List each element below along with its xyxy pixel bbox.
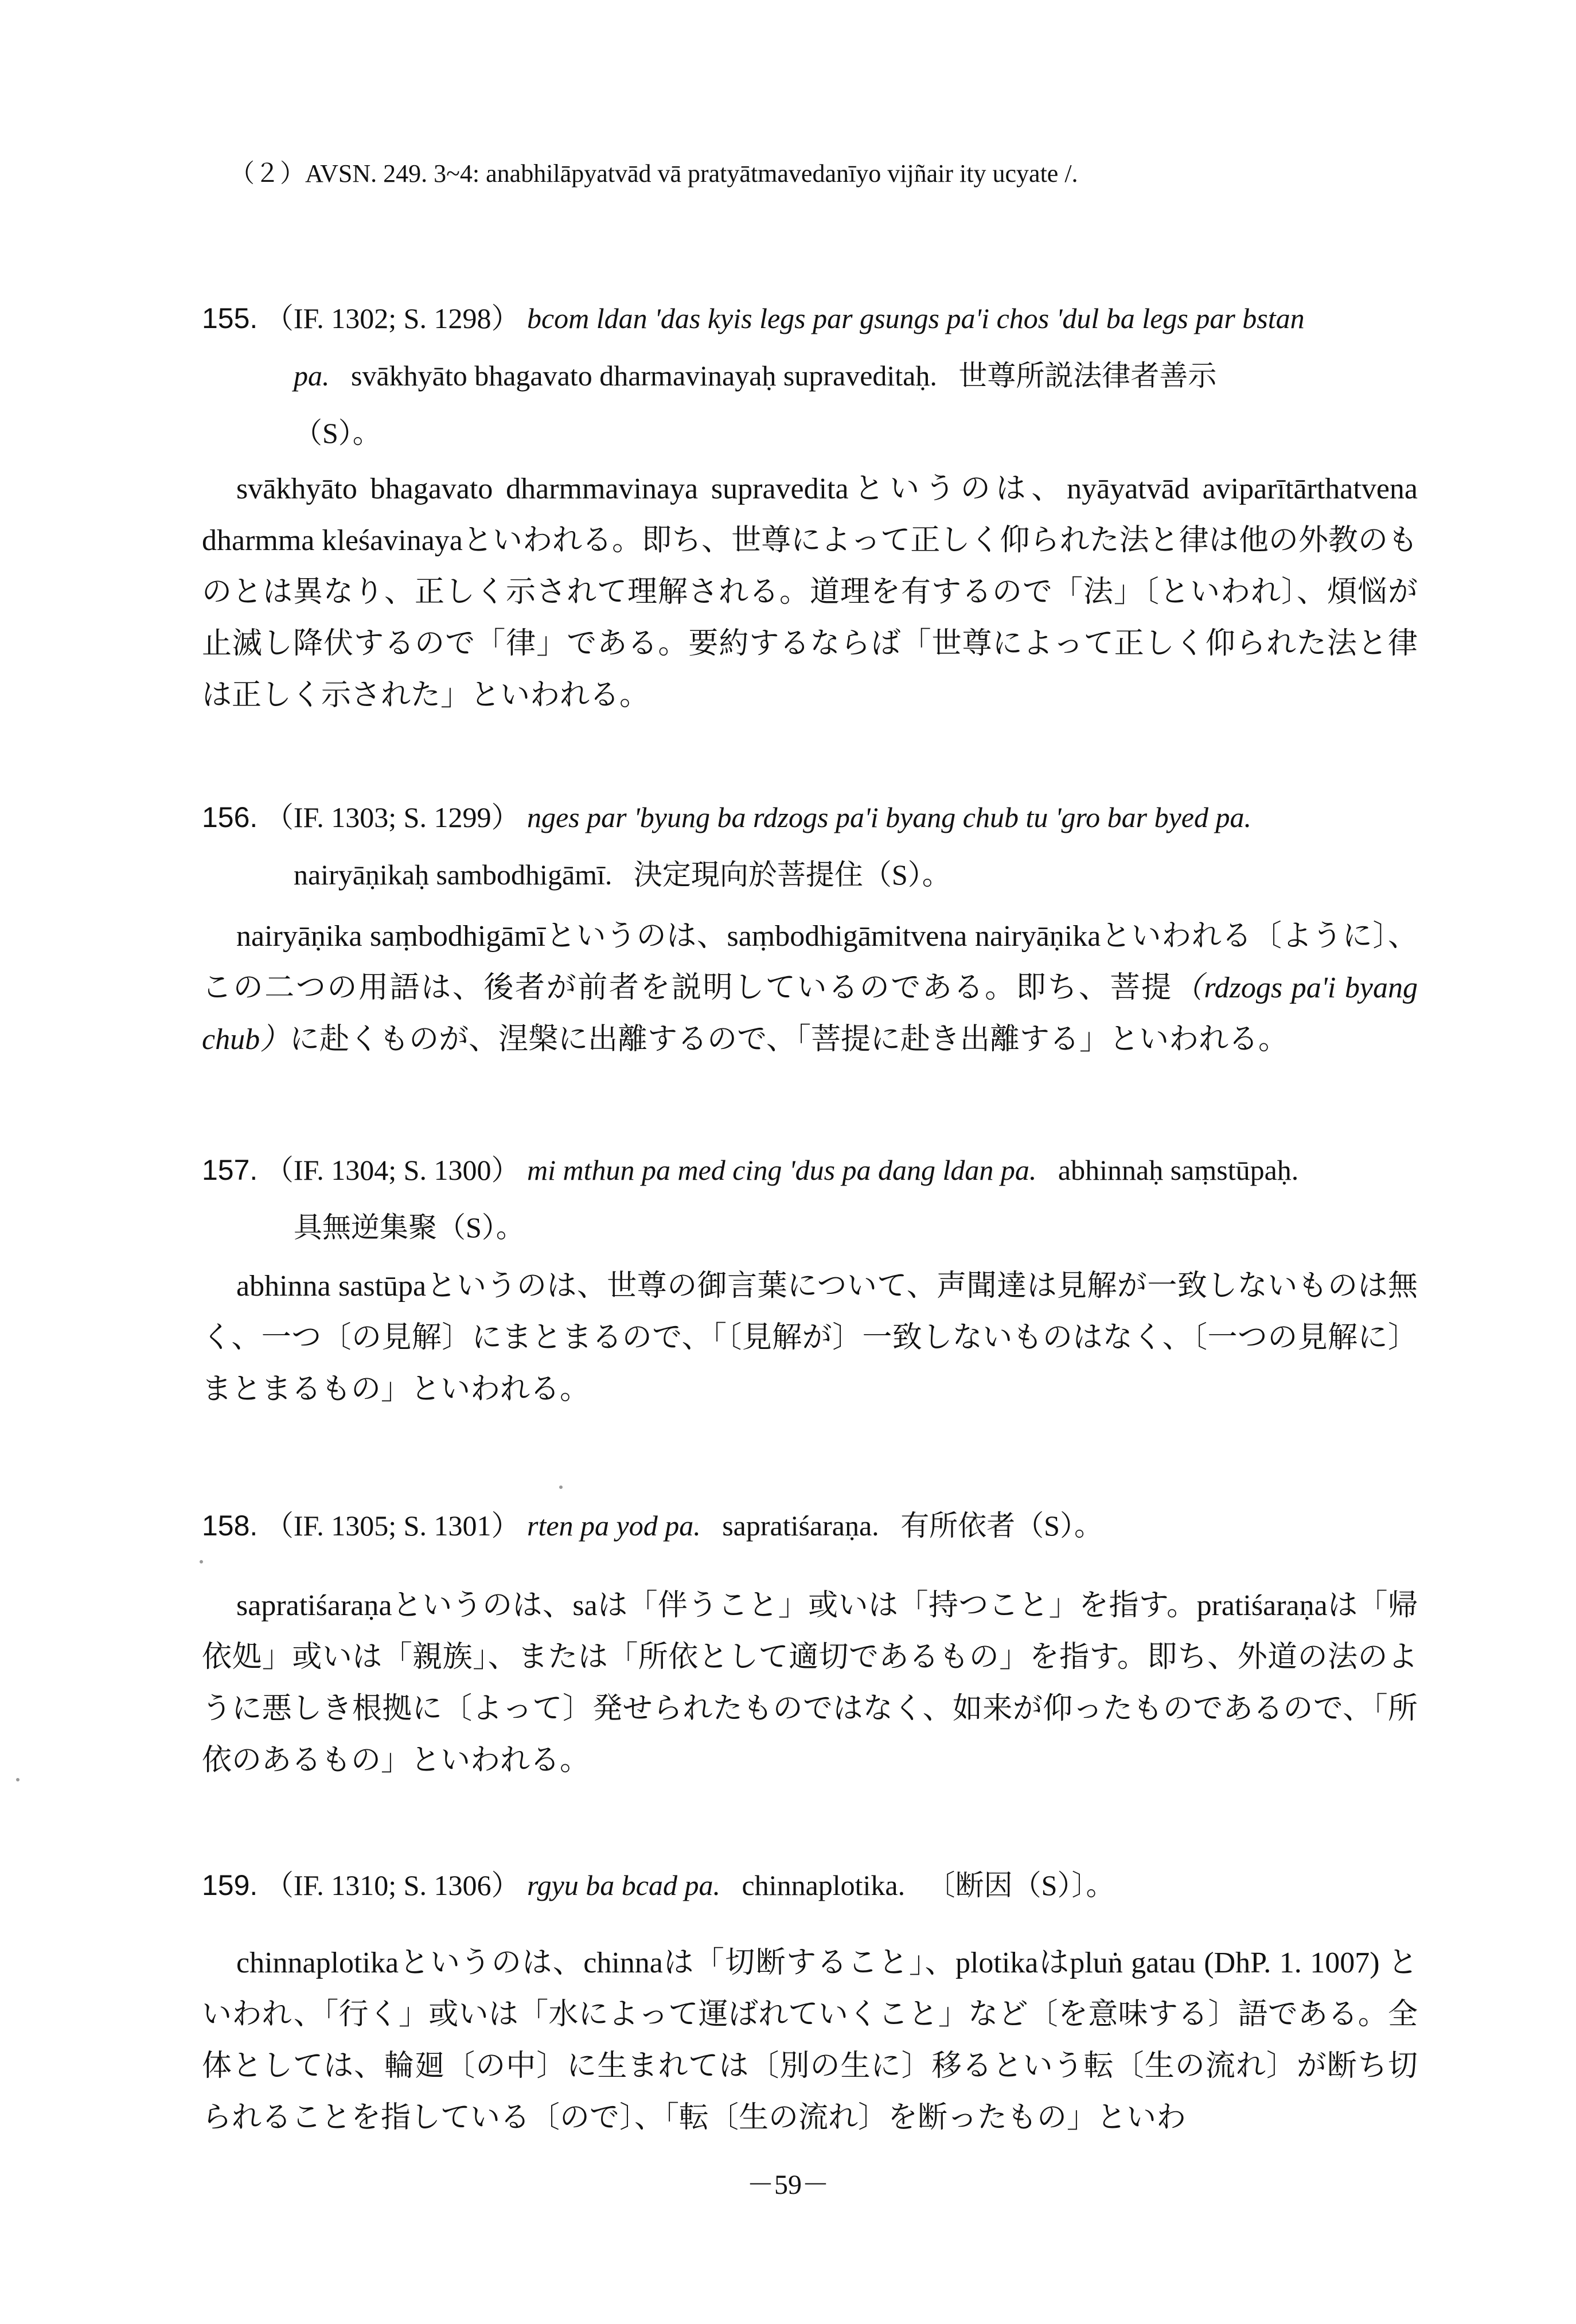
commentary-text: sapratiśaraṇaというのは、saは「伴うこと」或いは「持つこと」を指す。pratiśaraṇaは「帰依処」或いは「親族」、または「所依として適切であるもの」を指す。即ち、外道の法のように悪しき根拠に〔よって〕発せられたものではなく、如来が仰ったものであるので、「所依のあるもの」といわれる。 [202,1589,1418,1777]
commentary-text-cont: に赴くものが、涅槃に出離するので、「菩提に赴き出離する」といわれる。 [290,1023,1289,1056]
sanskrit-text: abhinnaḥ saṃstūpaḥ. [1058,1154,1299,1186]
entry-158-commentary [202,1580,1418,1787]
entry-number: 159. [202,1869,258,1901]
entry-158-heading [202,1497,1418,1554]
entry-reference: （IF. 1305; S. 1301） [264,1510,520,1542]
sanskrit-text: chinnaplotika. [742,1869,906,1901]
chinese-text: 有所依者（S）。 [900,1510,1103,1542]
footnote: （２）AVSN. 249. 3~4: anabhilāpyatvād vā pratyātmavedanīyo vijñair ity ucyate /. [229,159,1078,188]
commentary-text: svākhyāto bhagavato dharmmavinaya supraveditaというのは、nyāyatvād aviparītārthatvena dharmma kleśavinayaといわれる。即ち、世尊によって正しく仰られた法と律は他の外教のものとは異なり、正しく示されて理解される。道理を有するので「法」〔といわれ〕、煩悩が止滅し降伏するので「律」である。要約するならば「世尊によって正しく仰られた法と律は正しく示された」といわれる。 [202,473,1418,712]
entry-156-heading [202,789,1418,903]
entry-159-commentary [202,1937,1418,2144]
chinese-text-cont: （S）。 [294,417,381,449]
chinese-text: 世尊所説法律者善示 [958,360,1217,392]
commentary-text: abhinna sastūpaというのは、世尊の御言葉について、声聞達は見解が一致しないものは無く、一つ〔の見解〕にまとまるので、「〔見解が〕一致しないものはなく、〔一つの見解に〕まとまるもの」といわれる。 [202,1270,1418,1406]
sanskrit-text: nairyāṇikaḥ sambodhigāmī. [294,859,613,891]
entry-number: 156. [202,801,258,833]
tibetan-text: mi mthun pa med cing 'dus pa dang ldan pa. [526,1154,1037,1186]
sanskrit-text: sapratiśaraṇa. [722,1510,879,1542]
tibetan-text: rten pa yod pa. [526,1510,701,1542]
entry-155-heading [202,290,1418,462]
page-number: －59－ [746,2170,829,2200]
entry-reference: （IF. 1302; S. 1298） [264,302,520,334]
entry-number: 157. [202,1154,258,1186]
commentary-tibetan-term: （rdzogs pa'i byang chub） [202,972,1418,1056]
entry-number: 155. [202,302,258,334]
entry-reference: （IF. 1310; S. 1306） [264,1869,520,1901]
scan-speck [200,1560,203,1563]
chinese-text: 〔断因（S）〕。 [926,1869,1115,1901]
tibetan-text: bcom ldan 'das kyis legs par gsungs pa'i chos 'dul ba legs par bstan [526,302,1305,334]
entry-157-heading [202,1141,1418,1256]
entry-159-heading [202,1857,1418,1914]
entry-reference: （IF. 1303; S. 1299） [264,801,520,833]
entry-reference: （IF. 1304; S. 1300） [264,1154,520,1186]
chinese-text: 決定現向於菩提住（S）。 [633,859,951,891]
commentary-text: nairyāṇika saṃbodhigāmīというのは、saṃbodhigāmitvena nairyāṇikaといわれる〔ように〕、この二つの用語は、後者が前者を説明しているのである。即ち、菩提 [202,920,1418,1004]
tibetan-text: nges par 'byung ba rdzogs pa'i byang chub tu 'gro bar byed pa. [526,801,1251,833]
entry-155-commentary [202,463,1418,722]
commentary-text: chinnaplotikaというのは、chinnaは「切断すること」、plotikaはpluṅ gatau (DhP. 1. 1007) といわれ、「行く」或いは「水によって運ばれていくこと」など〔を意味する〕語である。全体としては、輪廻〔の中〕に生まれては〔別の生に〕移るという転〔生の流れ〕が断ち切られることを指している〔ので〕、「転〔生の流れ〕を断ったもの」といわ [202,1947,1418,2134]
scan-speck [16,1778,19,1781]
scan-speck [559,1485,563,1489]
entry-number: 158. [202,1510,258,1542]
sanskrit-text: svākhyāto bhagavato dharmavinayaḥ supraveditaḥ. [351,360,937,392]
chinese-text: 具無逆集聚（S）。 [294,1211,525,1243]
tibetan-text-cont: pa. [294,360,330,392]
entry-157-commentary [202,1261,1418,1416]
tibetan-text: rgyu ba bcad pa. [526,1869,720,1901]
entry-156-commentary [202,911,1418,1066]
